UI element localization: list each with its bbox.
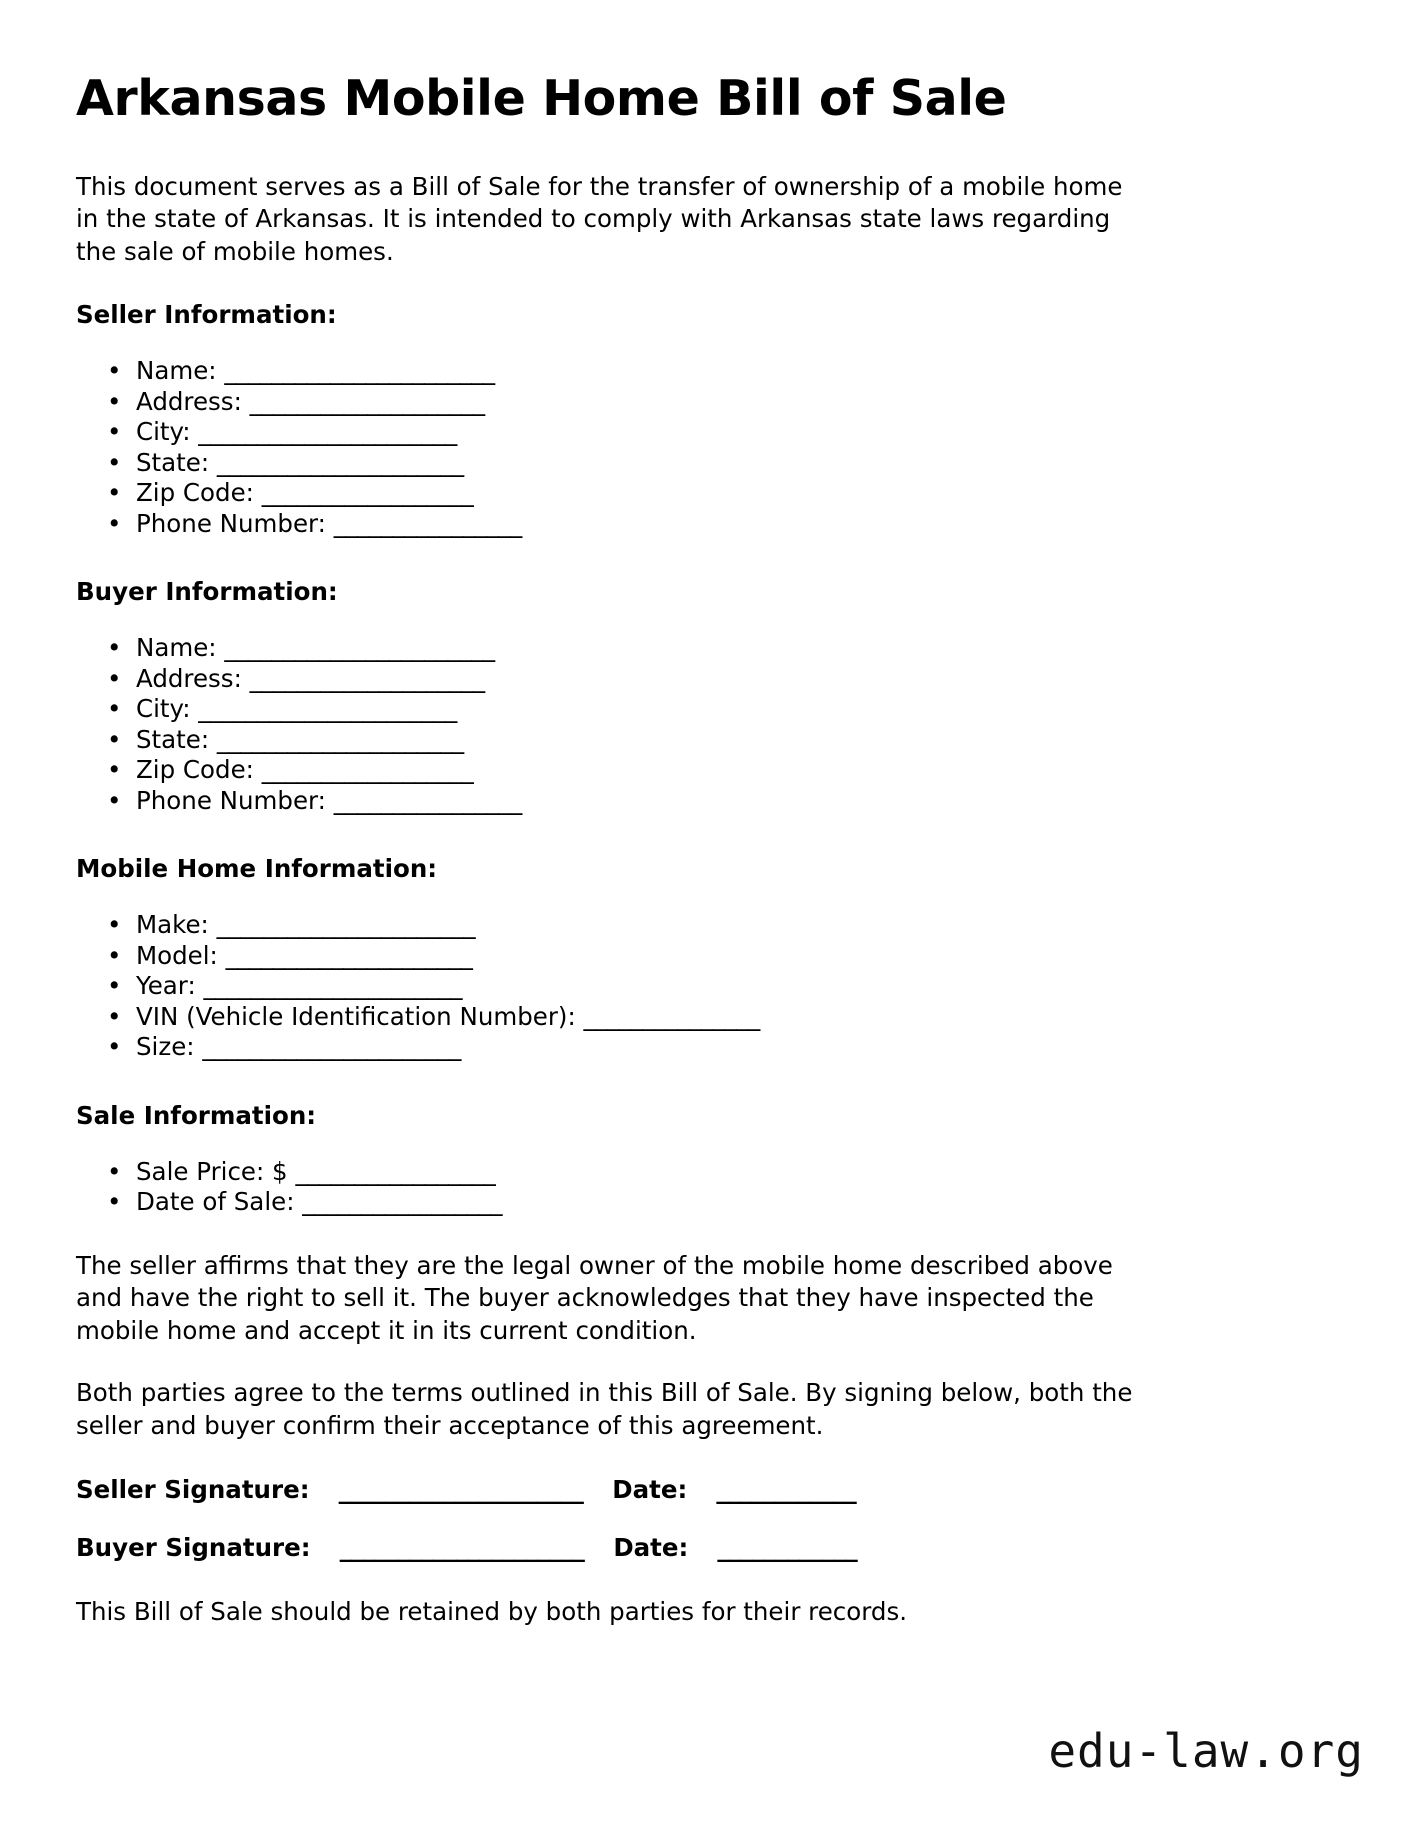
field-label: Sale Price: $ bbox=[136, 1156, 288, 1186]
field-label: VIN (Vehicle Identification Number): bbox=[136, 1001, 576, 1031]
field-fill-line[interactable]: _________________ bbox=[302, 1187, 502, 1217]
seller-date-label: Date: bbox=[612, 1475, 688, 1505]
site-watermark: edu-law.org bbox=[1048, 1724, 1364, 1778]
seller-signature-row bbox=[76, 1474, 1340, 1506]
field-fill-line[interactable]: ______________________ bbox=[198, 694, 457, 724]
field-fill-line[interactable]: ______________________ bbox=[202, 1032, 461, 1062]
field-fill-line[interactable]: _________________ bbox=[295, 1156, 496, 1186]
field-label: Address: bbox=[136, 386, 242, 416]
field-label: City: bbox=[136, 417, 191, 447]
agreement-paragraph: Both parties agree to the terms outlined in this Bill of Sale. By signing below, both the seller and buyer confirm their acceptance of this agreement. bbox=[76, 1378, 1133, 1440]
bullet-icon: • bbox=[107, 663, 122, 693]
field-label: Zip Code: bbox=[136, 755, 254, 785]
buyer-signature-row bbox=[76, 1532, 1340, 1564]
field-fill-line[interactable]: __________________ bbox=[261, 478, 474, 508]
field-label: Make: bbox=[136, 910, 209, 940]
retention-note: This Bill of Sale should be retained by both parties for their records. bbox=[76, 1597, 907, 1627]
list-item bbox=[76, 387, 1340, 418]
field-label: State: bbox=[136, 447, 210, 477]
field-label: Phone Number: bbox=[136, 785, 326, 815]
buyer-date-label: Date: bbox=[613, 1533, 689, 1563]
seller-field-list bbox=[76, 356, 1340, 539]
bullet-icon: • bbox=[107, 694, 122, 724]
list-item bbox=[76, 509, 1340, 540]
section-heading-buyer: Buyer Information: bbox=[76, 577, 338, 607]
section-heading-seller: Seller Information: bbox=[76, 300, 337, 330]
field-fill-line[interactable]: ________________ bbox=[333, 785, 522, 815]
list-item bbox=[76, 1187, 1340, 1218]
field-label: Name: bbox=[136, 633, 217, 663]
field-fill-line[interactable]: ________________ bbox=[333, 508, 522, 538]
field-label: Address: bbox=[136, 663, 242, 693]
list-item bbox=[76, 1032, 1340, 1063]
bullet-icon: • bbox=[107, 508, 122, 538]
bullet-icon: • bbox=[107, 755, 122, 785]
field-label: Name: bbox=[136, 356, 217, 386]
field-label: Zip Code: bbox=[136, 478, 254, 508]
field-fill-line[interactable]: ______________________ bbox=[203, 971, 462, 1001]
field-label: Date of Sale: bbox=[136, 1187, 295, 1217]
buyer-signature-label: Buyer Signature: bbox=[76, 1533, 311, 1563]
bullet-icon: • bbox=[107, 1156, 122, 1186]
field-label: State: bbox=[136, 724, 210, 754]
list-item bbox=[76, 755, 1340, 786]
document-content bbox=[76, 72, 1340, 1629]
bullet-icon: • bbox=[107, 910, 122, 940]
bullet-icon: • bbox=[107, 386, 122, 416]
list-item bbox=[76, 910, 1340, 941]
field-label: Year: bbox=[136, 971, 196, 1001]
mobile-home-field-list bbox=[76, 910, 1340, 1063]
list-item bbox=[76, 633, 1340, 664]
bullet-icon: • bbox=[107, 633, 122, 663]
bullet-icon: • bbox=[107, 785, 122, 815]
field-label: Model: bbox=[136, 940, 218, 970]
field-label: City: bbox=[136, 694, 191, 724]
page-title: Arkansas Mobile Home Bill of Sale bbox=[76, 70, 1007, 127]
field-fill-line[interactable]: _____________________ bbox=[225, 940, 473, 970]
intro-paragraph: This document serves as a Bill of Sale for the transfer of ownership of a mobile home in the state of Arkansas. It is intended to comply with Arkansas state laws regarding the sale of mobile homes. bbox=[76, 171, 1123, 266]
list-item bbox=[76, 786, 1340, 817]
field-fill-line[interactable]: _______________________ bbox=[224, 356, 495, 386]
section-heading-mobile-home: Mobile Home Information: bbox=[76, 854, 438, 884]
buyer-date-line[interactable]: ____________ bbox=[717, 1533, 858, 1563]
bullet-icon: • bbox=[107, 417, 122, 447]
list-item bbox=[76, 478, 1340, 509]
buyer-field-list bbox=[76, 633, 1340, 816]
field-label: Size: bbox=[136, 1032, 195, 1062]
list-item bbox=[76, 725, 1340, 756]
bullet-icon: • bbox=[107, 478, 122, 508]
field-label: Phone Number: bbox=[136, 508, 326, 538]
seller-signature-line[interactable]: _____________________ bbox=[338, 1475, 584, 1505]
field-fill-line[interactable]: _______________________ bbox=[224, 633, 495, 663]
buyer-signature-line[interactable]: _____________________ bbox=[339, 1533, 585, 1563]
field-fill-line[interactable]: ______________________ bbox=[216, 910, 476, 940]
bullet-icon: • bbox=[107, 1187, 122, 1217]
list-item bbox=[76, 664, 1340, 695]
list-item bbox=[76, 694, 1340, 725]
bullet-icon: • bbox=[107, 447, 122, 477]
bullet-icon: • bbox=[107, 356, 122, 386]
bullet-icon: • bbox=[107, 1032, 122, 1062]
field-fill-line[interactable]: ______________________ bbox=[198, 417, 457, 447]
field-fill-line[interactable]: ____________________ bbox=[249, 386, 485, 416]
list-item bbox=[76, 417, 1340, 448]
field-fill-line[interactable]: _______________ bbox=[583, 1001, 760, 1031]
list-item bbox=[76, 941, 1340, 972]
affirmation-paragraph: The seller affirms that they are the legal owner of the mobile home described above and have the right to sell it. The buyer acknowledges that they have inspected the mobile home and accept it in its current condition. bbox=[76, 1250, 1113, 1345]
field-fill-line[interactable]: _____________________ bbox=[216, 447, 464, 477]
list-item bbox=[76, 448, 1340, 479]
section-heading-sale: Sale Information: bbox=[76, 1100, 317, 1130]
field-fill-line[interactable]: _____________________ bbox=[216, 724, 464, 754]
bullet-icon: • bbox=[107, 971, 122, 1001]
field-fill-line[interactable]: ____________________ bbox=[249, 663, 485, 693]
list-item bbox=[76, 356, 1340, 387]
bullet-icon: • bbox=[107, 1001, 122, 1031]
list-item bbox=[76, 1157, 1340, 1188]
list-item bbox=[76, 971, 1340, 1002]
sale-field-list bbox=[76, 1157, 1340, 1218]
list-item bbox=[76, 1002, 1340, 1033]
field-fill-line[interactable]: __________________ bbox=[261, 755, 474, 785]
seller-date-line[interactable]: ____________ bbox=[716, 1475, 857, 1505]
bullet-icon: • bbox=[107, 724, 122, 754]
seller-signature-label: Seller Signature: bbox=[76, 1475, 310, 1505]
bullet-icon: • bbox=[107, 940, 122, 970]
